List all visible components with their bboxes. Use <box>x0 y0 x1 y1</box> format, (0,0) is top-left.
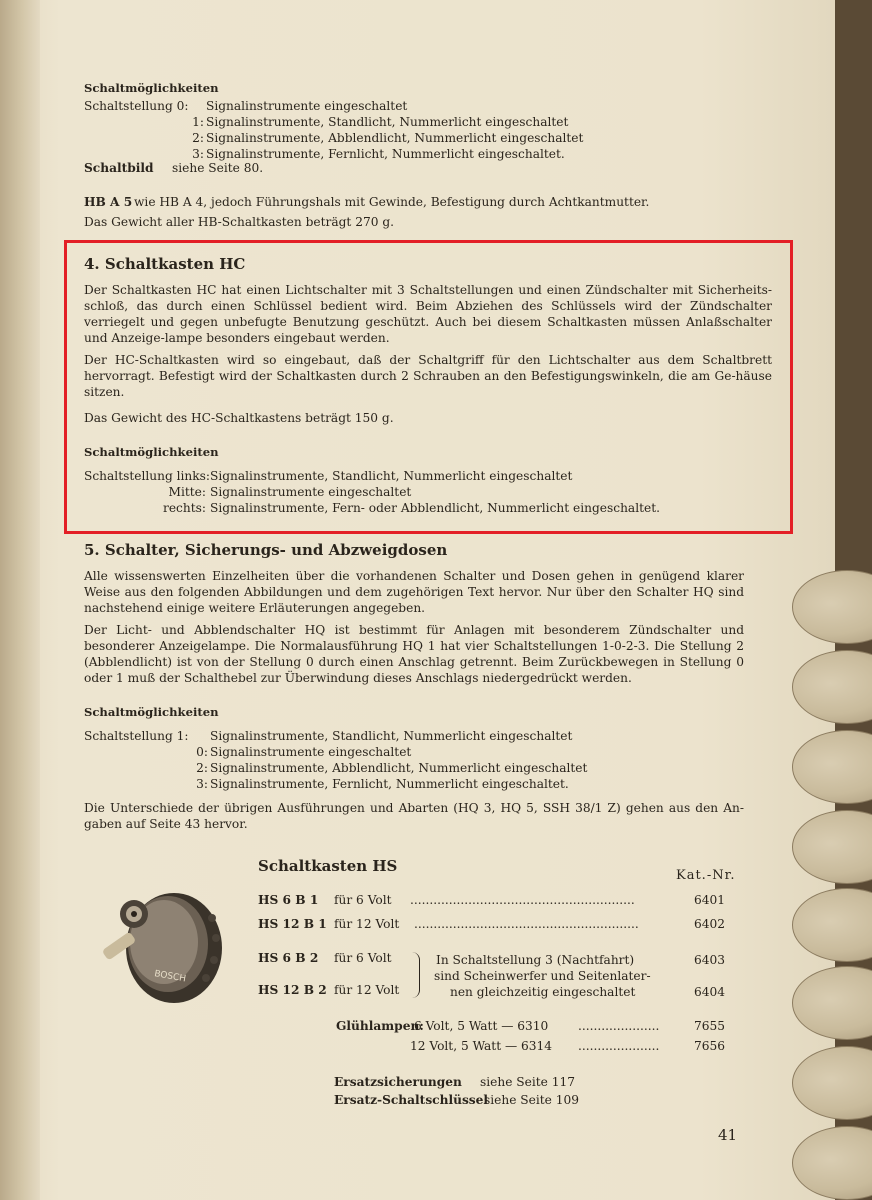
hb-weight: Das Gewicht aller HB-Schaltkasten beträgt 270 g. <box>84 215 395 229</box>
section4-line-label: Schaltstellung links: <box>84 469 211 483</box>
leader-dots: ..................... <box>578 1039 660 1053</box>
section4-line-label: Mitte: <box>168 485 206 499</box>
section5-line-text: Signalinstrumente, Fernlicht, Nummerlicht eingeschaltet. <box>210 777 569 791</box>
catalog-title: Schaltkasten HS <box>258 857 398 875</box>
top-line-text: Signalinstrumente, Standlicht, Nummerlicht eingeschaltet <box>206 115 569 129</box>
leader-dots: .......................................................... <box>414 917 639 931</box>
top-line-text: Signalinstrumente eingeschaltet <box>206 99 408 113</box>
schaltbild-label: Schaltbild <box>84 161 154 175</box>
switch-box-image <box>92 878 232 1013</box>
catalog-volt: für 6 Volt <box>334 893 392 907</box>
brand-label: BOSCH <box>153 969 187 985</box>
section5-line-text: Signalinstrumente eingeschaltet <box>210 745 412 759</box>
catalog-model: HS 6 B 2 <box>258 951 319 965</box>
catalog-note: nen gleichzeitig eingeschaltet <box>450 985 636 999</box>
hba5-text: wie HB A 4, jedoch Führungshals mit Gewinde, Befestigung durch Achtkantmutter. <box>134 195 650 209</box>
page-number: 41 <box>718 1126 738 1144</box>
section4-subheading: Schaltmöglichkeiten <box>84 445 219 459</box>
lamps-label: Glühlampen: <box>336 1019 424 1033</box>
top-line-label: 3: <box>192 147 204 161</box>
section4-line-text: Signalinstrumente, Fern- oder Abblendlicht, Nummerlicht eingeschaltet. <box>210 501 660 515</box>
catalog-nr: 6403 <box>694 953 726 967</box>
section5-para1: Alle wissenswerten Einzelheiten über die vorhandenen Schalter und Dosen gehen in genügend klarer Weise aus den folgenden Abbildungen und dem zugehörigen Text hervor. Nur über den Schalter HQ sind nachstehend einige weitere Erläuterungen angegeben. <box>84 569 744 615</box>
catalog-volt: für 12 Volt <box>334 983 400 997</box>
section4-para2: Der HC-Schaltkasten wird so eingebaut, daß der Schaltgriff für den Lichtschalter aus dem Schaltbrett hervorragt. Befestigt wird der Schaltkasten durch 2 Schrauben an den Befestigungswinkeln, die am Ge-häuse sitzen. <box>84 353 772 399</box>
catalog-volt: für 6 Volt <box>334 951 392 965</box>
catalog-note: sind Scheinwerfer und Seitenlater- <box>434 969 651 983</box>
brace <box>412 952 420 998</box>
section4-weight: Das Gewicht des HC-Schaltkastens beträgt 150 g. <box>84 411 394 425</box>
top-line-label: Schaltstellung 0: <box>84 99 189 113</box>
section4-line-text: Signalinstrumente eingeschaltet <box>210 485 412 499</box>
top-line-label: 1: <box>192 115 204 129</box>
catalog-model: HS 12 B 2 <box>258 983 327 997</box>
ersatz-label: Ersatz-Schaltschlüssel <box>334 1093 489 1107</box>
catalog-volt: für 12 Volt <box>334 917 400 931</box>
catalog-note: In Schaltstellung 3 (Nachtfahrt) <box>436 953 635 967</box>
section5-line-text: Signalinstrumente, Standlicht, Nummerlicht eingeschaltet <box>210 729 573 743</box>
page-gutter <box>0 0 40 1200</box>
section5-heading: 5. Schalter, Sicherungs- und Abzweigdosen <box>84 541 448 559</box>
top-line-label: 2: <box>192 131 204 145</box>
section5-line-label: 0: <box>196 745 208 759</box>
section5-para2: Der Licht- und Abblendschalter HQ ist bestimmt für Anlagen mit besonderem Zündschalter und besonderer Anzeigelampe. Die Normalausführung HQ 1 hat vier Schaltstellungen 1-0-2-3. Die Stellung 2 (Abblendlicht) ist von der Stellung 0 durch einen Anschlag getrennt. Beim Zurückbewegen in Stellung 0 oder 1 muß der Schalthebel zur Überwindung dieses Anschlags niedergedrückt werden. <box>84 623 744 685</box>
katnr-header: Kat.-Nr. <box>676 868 736 883</box>
top-line-text: Signalinstrumente, Abblendlicht, Nummerlicht eingeschaltet <box>206 131 584 145</box>
lamp-text: 12 Volt, 5 Watt — 6314 <box>410 1039 553 1053</box>
ersatz-label: Ersatzsicherungen <box>334 1075 462 1089</box>
catalog-nr: 6402 <box>694 917 726 931</box>
lamp-nr: 7656 <box>694 1039 726 1053</box>
catalog-model: HS 12 B 1 <box>258 917 327 931</box>
catalog-nr: 6404 <box>694 985 726 999</box>
section4-line-text: Signalinstrumente, Standlicht, Nummerlicht eingeschaltet <box>210 469 573 483</box>
section5-para3: Die Unterschiede der übrigen Ausführungen und Abarten (HQ 3, HQ 5, SSH 38/1 Z) gehen aus den An-gaben auf Seite 43 hervor. <box>84 801 744 831</box>
section5-line-label: Schaltstellung 1: <box>84 729 189 743</box>
section4-line-label: rechts: <box>163 501 206 515</box>
lamp-text: 6 Volt, 5 Watt — 6310 <box>414 1019 549 1033</box>
ersatz-text: siehe Seite 109 <box>484 1093 580 1107</box>
leader-dots: .......................................................... <box>410 893 635 907</box>
lamp-nr: 7655 <box>694 1019 726 1033</box>
leader-dots: ..................... <box>578 1019 660 1033</box>
ersatz-text: siehe Seite 117 <box>480 1075 576 1089</box>
hba5-label: HB A 5 <box>84 195 133 209</box>
catalog-model: HS 6 B 1 <box>258 893 319 907</box>
section5-subheading: Schaltmöglichkeiten <box>84 705 219 719</box>
section4-heading: 4. Schaltkasten HC <box>84 255 246 273</box>
schaltbild-text: siehe Seite 80. <box>172 161 264 175</box>
section4-para1: Der Schaltkasten HC hat einen Lichtschalter mit 3 Schaltstellungen und einen Zündschalter mit Sicherheits-schloß, das durch einen Schlüssel bedient wird. Beim Abziehen des Schlüssels wird der Zündschalter verriegelt und gegen unbefugte Benutzung geschützt. Auch bei diesem Schaltkasten müssen Anlaßschalter und Anzeige-lampe besonders eingebaut werden. <box>84 283 772 345</box>
section5-line-label: 3: <box>196 777 208 791</box>
top-line-text: Signalinstrumente, Fernlicht, Nummerlicht eingeschaltet. <box>206 147 565 161</box>
section5-line-label: 2: <box>196 761 208 775</box>
top-heading: Schaltmöglichkeiten <box>84 81 219 95</box>
catalog-nr: 6401 <box>694 893 726 907</box>
section5-line-text: Signalinstrumente, Abblendlicht, Nummerlicht eingeschaltet <box>210 761 588 775</box>
